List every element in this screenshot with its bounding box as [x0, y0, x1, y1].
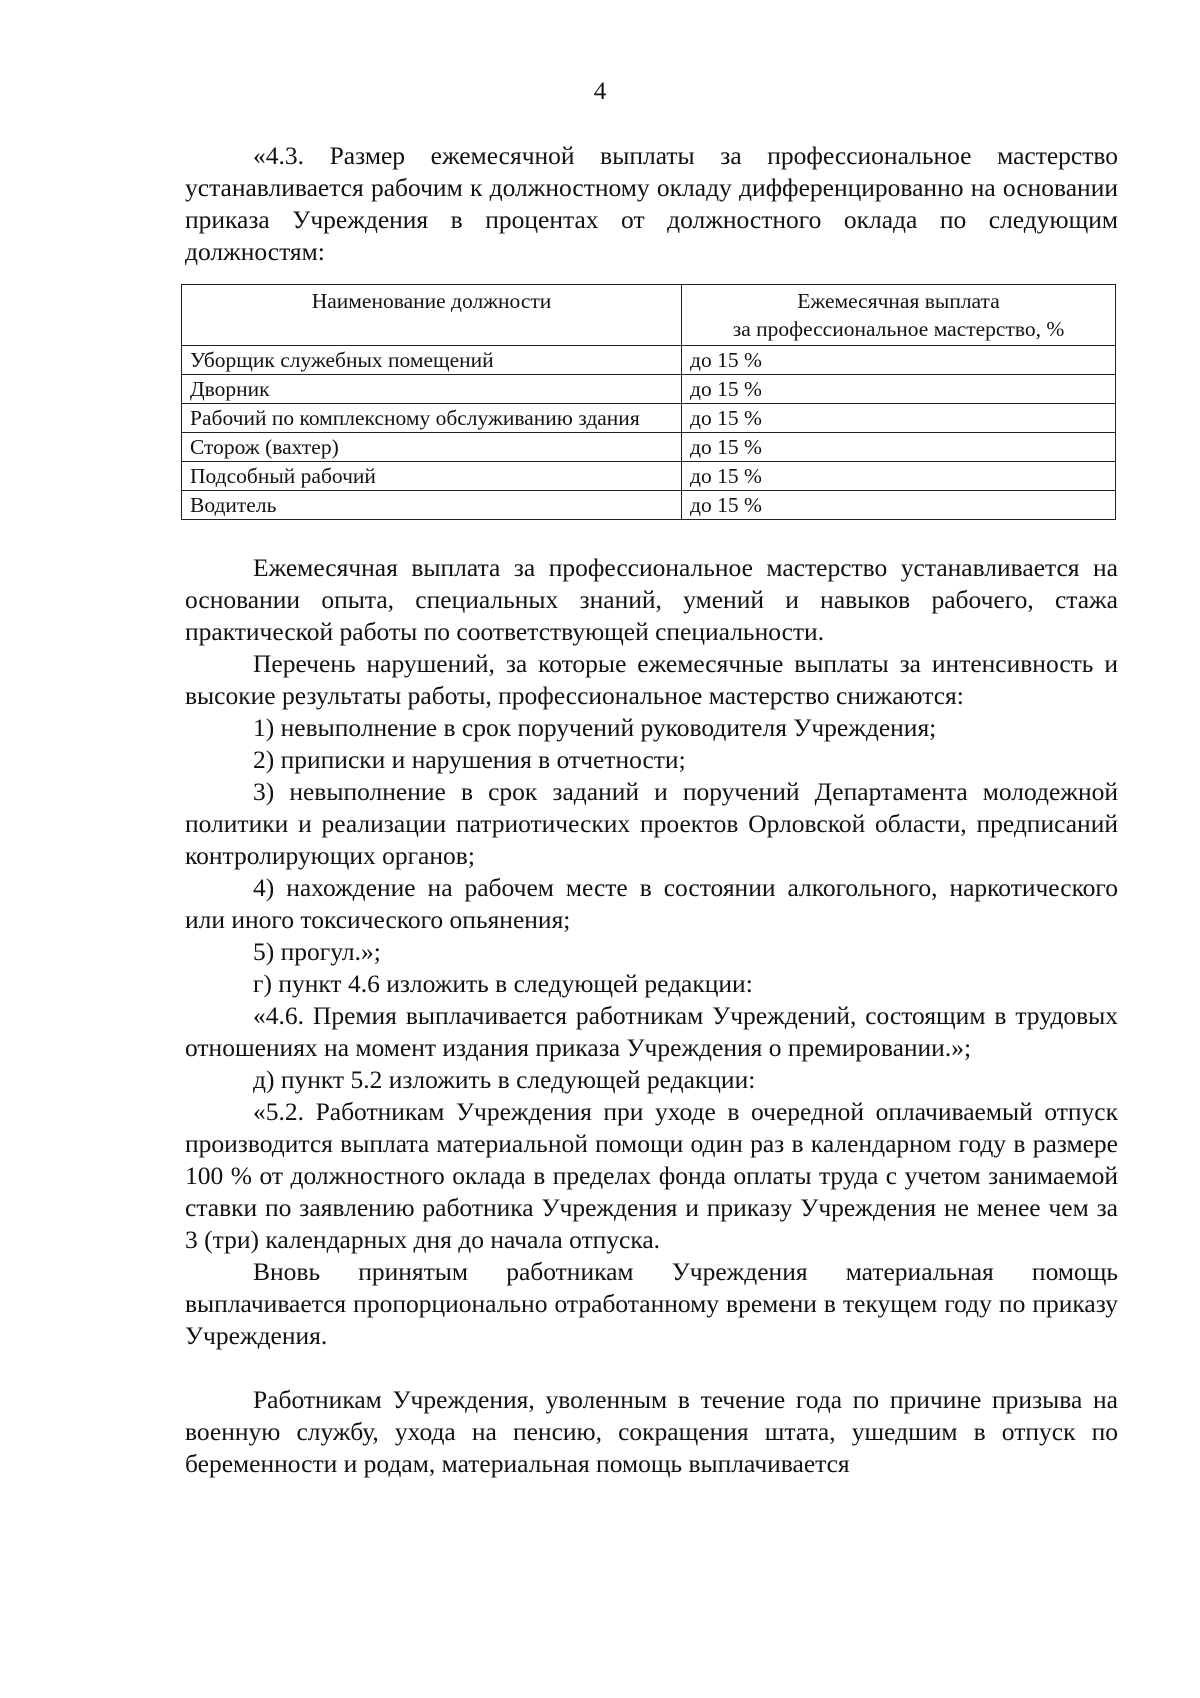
- violation-item: 4) нахождение на рабочем месте в состоянии алкогольного, наркотического или иного токсического опьянения;: [185, 873, 1118, 934]
- positions-table: [181, 284, 1116, 520]
- payment-cell: до 15 %: [682, 375, 1116, 404]
- violation-item: 2) приписки и нарушения в отчетности;: [253, 745, 686, 774]
- paragraph-dismissed-employees: Работникам Учреждения, уволенным в течение года по причине призыва на военную службу, ухода на пенсию, сокращения штата, ушедшим в отпуск по беременности и родам, материальная помощь выплачивается: [185, 1385, 1118, 1478]
- table-row: [182, 433, 1116, 462]
- paragraph-new-employees: Вновь принятым работникам Учреждения материальная помощь выплачивается пропорционально отработанному времени в текущем году по приказу Учреждения.: [185, 1257, 1118, 1350]
- amendment-item-d: д) пункт 5.2 изложить в следующей редакции:: [253, 1065, 756, 1094]
- header-position: Наименование должности: [182, 285, 682, 346]
- header-payment-line1: Ежемесячная выплата: [797, 289, 1000, 313]
- header-payment-line2: за профессиональное мастерство, %: [732, 317, 1065, 341]
- document-body: [185, 140, 1118, 1480]
- position-cell: Дворник: [182, 375, 682, 404]
- clause-5-2: «5.2. Работникам Учреждения при уходе в очередной оплачиваемый отпуск производится выплата материальной помощи один раз в календарном году в размере 100 % от должностного оклада в пределах фонда оплаты труда с учетом занимаемой ставки по заявлению работника Учреждения и приказу Учреждения не менее чем за 3 (три) календарных дня до начала отпуска.: [185, 1097, 1118, 1254]
- payment-cell: до 15 %: [682, 433, 1116, 462]
- position-cell: Подсобный рабочий: [182, 462, 682, 491]
- clause-4-3-intro: «4.3. Размер ежемесячной выплаты за профессиональное мастерство устанавливается рабочим к должностному окладу дифференцированно на основании приказа Учреждения в процентах от должностного оклада по следующим должностям:: [185, 141, 1118, 266]
- position-cell: Уборщик служебных помещений: [182, 346, 682, 375]
- header-payment: [682, 285, 1116, 346]
- table-row: [182, 491, 1116, 520]
- paragraph-basis: Ежемесячная выплата за профессиональное мастерство устанавливается на основании опыта, специальных знаний, умений и навыков рабочего, стажа практической работы по соответствующей специальности.: [185, 553, 1118, 646]
- table-row: [182, 346, 1116, 375]
- table-row: [182, 462, 1116, 491]
- position-cell: Рабочий по комплексному обслуживанию здания: [182, 404, 682, 433]
- table-row: [182, 375, 1116, 404]
- amendment-item-g: г) пункт 4.6 изложить в следующей редакции:: [253, 969, 753, 998]
- position-cell: Сторож (вахтер): [182, 433, 682, 462]
- payment-cell: до 15 %: [682, 346, 1116, 375]
- paragraph-violations-intro: Перечень нарушений, за которые ежемесячные выплаты за интенсивность и высокие результаты работы, профессиональное мастерство снижаются:: [185, 649, 1118, 710]
- violation-item: 1) невыполнение в срок поручений руководителя Учреждения;: [253, 713, 937, 742]
- payment-cell: до 15 %: [682, 491, 1116, 520]
- table-header-row: [182, 285, 1116, 346]
- payment-cell: до 15 %: [682, 462, 1116, 491]
- violation-item: 5) прогул.»;: [253, 937, 381, 966]
- page-number: 4: [593, 78, 607, 105]
- position-cell: Водитель: [182, 491, 682, 520]
- table-row: [182, 404, 1116, 433]
- payment-cell: до 15 %: [682, 404, 1116, 433]
- violation-item: 3) невыполнение в срок заданий и поручений Департамента молодежной политики и реализации патриотических проектов Орловской области, предписаний контролирующих органов;: [185, 777, 1118, 870]
- clause-4-6: «4.6. Премия выплачивается работникам Учреждений, состоящим в трудовых отношениях на момент издания приказа Учреждения о премировании.»;: [185, 1001, 1118, 1062]
